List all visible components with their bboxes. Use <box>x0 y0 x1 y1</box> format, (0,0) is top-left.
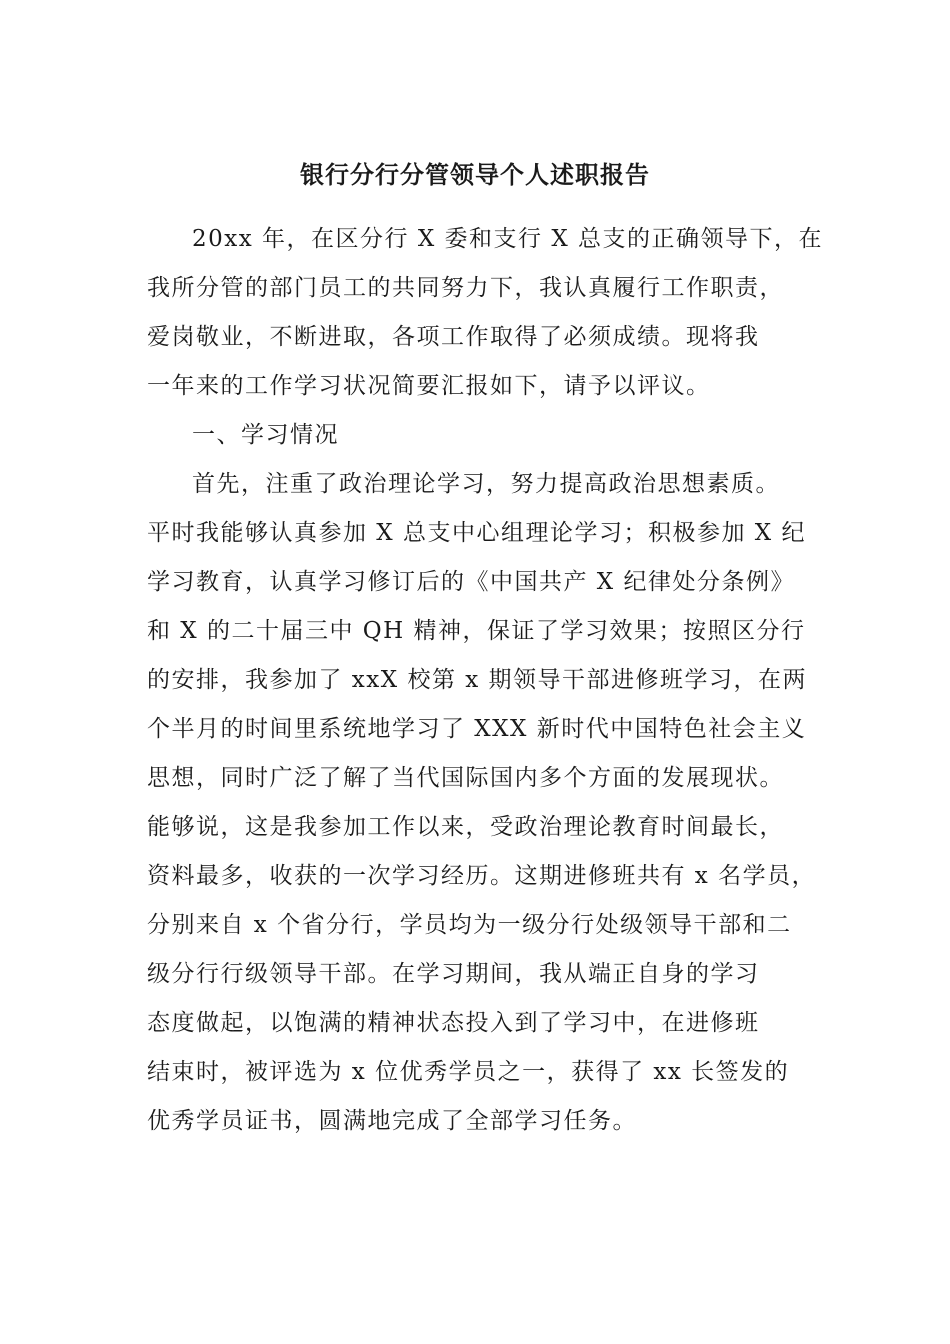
paragraph-line: 爱岗敬业，不断进取，各项工作取得了必须成绩。现将我 <box>147 324 760 350</box>
paragraph-line: 首先，注重了政治理论学习，努力提高政治思想素质。 <box>192 471 780 497</box>
paragraph-line: 资料最多，收获的一次学习经历。这期进修班共有 x 名学员， <box>147 863 817 889</box>
paragraph-line: 一年来的工作学习状况简要汇报如下，请予以评议。 <box>147 373 711 399</box>
paragraph-line: 我所分管的部门员工的共同努力下，我认真履行工作职责， <box>147 275 784 301</box>
paragraph-line: 结束时，被评选为 x 位优秀学员之一，获得了 xx 长签发的 <box>147 1059 790 1085</box>
paragraph-line: 优秀学员证书，圆满地完成了全部学习任务。 <box>147 1108 637 1134</box>
paragraph-line: 态度做起，以饱满的精神状态投入到了学习中，在进修班 <box>147 1010 760 1036</box>
paragraph-line: 个半月的时间里系统地学习了 XXX 新时代中国特色社会主义 <box>147 716 807 742</box>
document-body <box>147 215 827 1146</box>
paragraph-line: 级分行行级领导干部。在学习期间，我从端正自身的学习 <box>147 961 760 987</box>
paragraph-line: 能够说，这是我参加工作以来，受政治理论教育时间最长， <box>147 814 784 840</box>
paragraph-line: 的安排，我参加了 xxX 校第 x 期领导干部进修班学习，在两 <box>147 667 808 693</box>
section-heading: 一、学习情况 <box>192 422 339 448</box>
paragraph-line: 平时我能够认真参加 X 总支中心组理论学习；积极参加 X 纪 <box>147 520 806 546</box>
document-title: 银行分行分管领导个人述职报告 <box>300 160 650 189</box>
paragraph-line: 和 X 的二十届三中 QH 精神，保证了学习效果；按照区分行 <box>147 618 806 644</box>
paragraph-line: 20xx 年，在区分行 X 委和支行 X 总支的正确领导下，在 <box>192 226 824 252</box>
paragraph-line: 思想，同时广泛了解了当代国际国内多个方面的发展现状。 <box>147 765 784 791</box>
paragraph-line: 分别来自 x 个省分行，学员均为一级分行处级领导干部和二 <box>147 912 792 938</box>
paragraph-line: 学习教育，认真学习修订后的《中国共产 X 纪律处分条例》 <box>147 569 795 595</box>
